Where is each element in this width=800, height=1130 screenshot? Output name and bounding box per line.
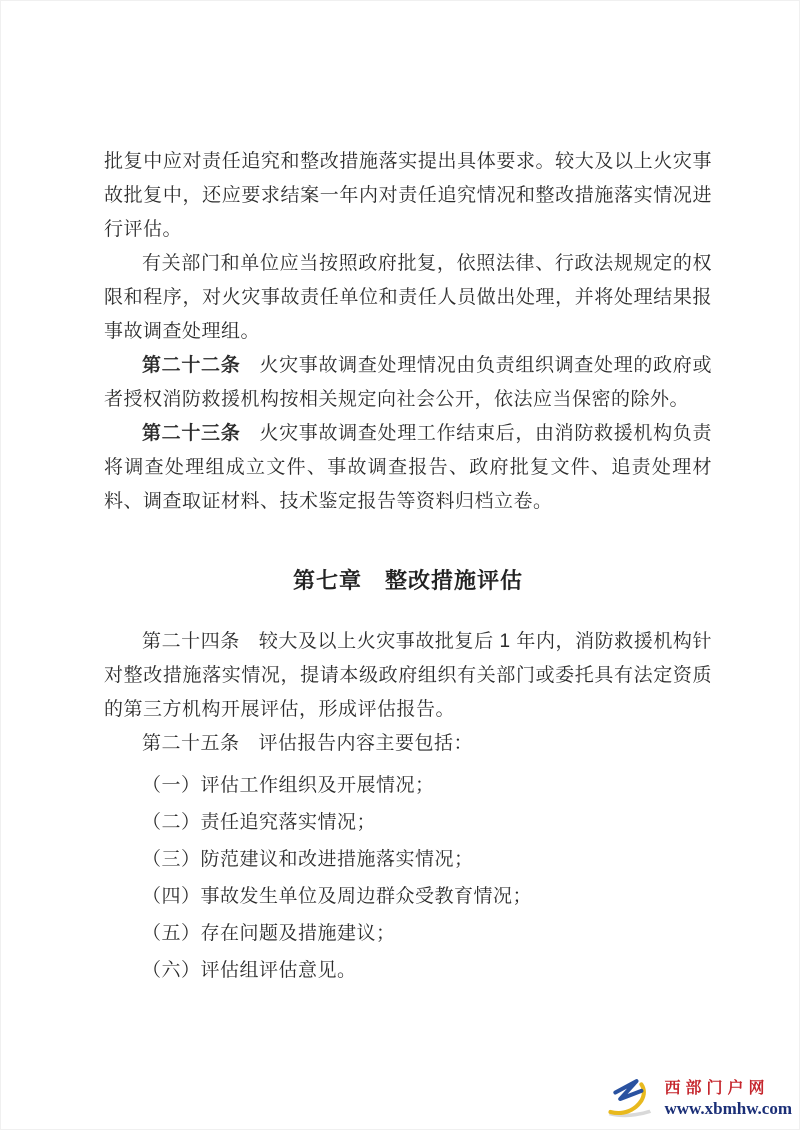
list-item: （五）存在问题及措施建议；: [142, 923, 396, 944]
site-url: www.xbmhw.com: [664, 1099, 792, 1118]
numbered-list: [104, 767, 712, 989]
list-item: （二）责任追究落实情况；: [142, 812, 377, 833]
paragraph-text: 批复中应对责任追究和整改措施落实提出具体要求。较大及以上火灾事故批复中，还应要求结案一年内对责任追究情况和整改措施落实情况进行评估。: [104, 151, 712, 240]
article-number: 第二十三条: [142, 423, 241, 444]
site-name: 西部门户网: [664, 1080, 770, 1097]
list-item: （六）评估组评估意见。: [142, 960, 357, 981]
article-number: 第二十四条: [142, 631, 240, 652]
site-logo-icon: [604, 1076, 656, 1122]
paragraph: [104, 417, 712, 519]
list-item: （四）事故发生单位及周边群众受教育情况；: [142, 886, 533, 907]
paragraph: [104, 625, 712, 727]
paragraph: [104, 727, 712, 761]
list-item: （一）评估工作组织及开展情况；: [142, 775, 435, 796]
watermark-text: [664, 1079, 792, 1119]
paragraph-text: 评估报告内容主要包括：: [258, 733, 474, 754]
document-content: [104, 0, 712, 989]
paragraph-text: 有关部门和单位应当按照政府批复，依照法律、行政法规规定的权限和程序，对火灾事故责任单位和责任人员做出处理，并将处理结果报事故调查处理组。: [104, 253, 712, 342]
article-number: 第二十二条: [142, 355, 241, 376]
list-item: （三）防范建议和改进措施落实情况；: [142, 849, 474, 870]
paragraph: [104, 247, 712, 349]
site-watermark: [604, 1076, 792, 1122]
paragraph-text: 较大及以上火灾事故批复后 1 年内，消防救援机构针对整改措施落实情况，提请本级政府组织有关部门或委托具有法定资质的第三方机构开展评估，形成评估报告。: [104, 631, 712, 720]
paragraph-text: 火灾事故调查处理情况由负责组织调查处理的政府或者授权消防救援机构按相关规定向社会公开，依法应当保密的除外。: [104, 355, 712, 410]
chapter-heading: 第七章 整改措施评估: [292, 568, 523, 593]
paragraph: [104, 349, 712, 417]
paragraph-text: 火灾事故调查处理工作结束后，由消防救援机构负责将调查处理组成立文件、事故调查报告、政府批复文件、追责处理材料、调查取证材料、技术鉴定报告等资料归档立卷。: [104, 423, 712, 512]
article-number: 第二十五条: [142, 733, 240, 754]
paragraph: [104, 145, 712, 247]
